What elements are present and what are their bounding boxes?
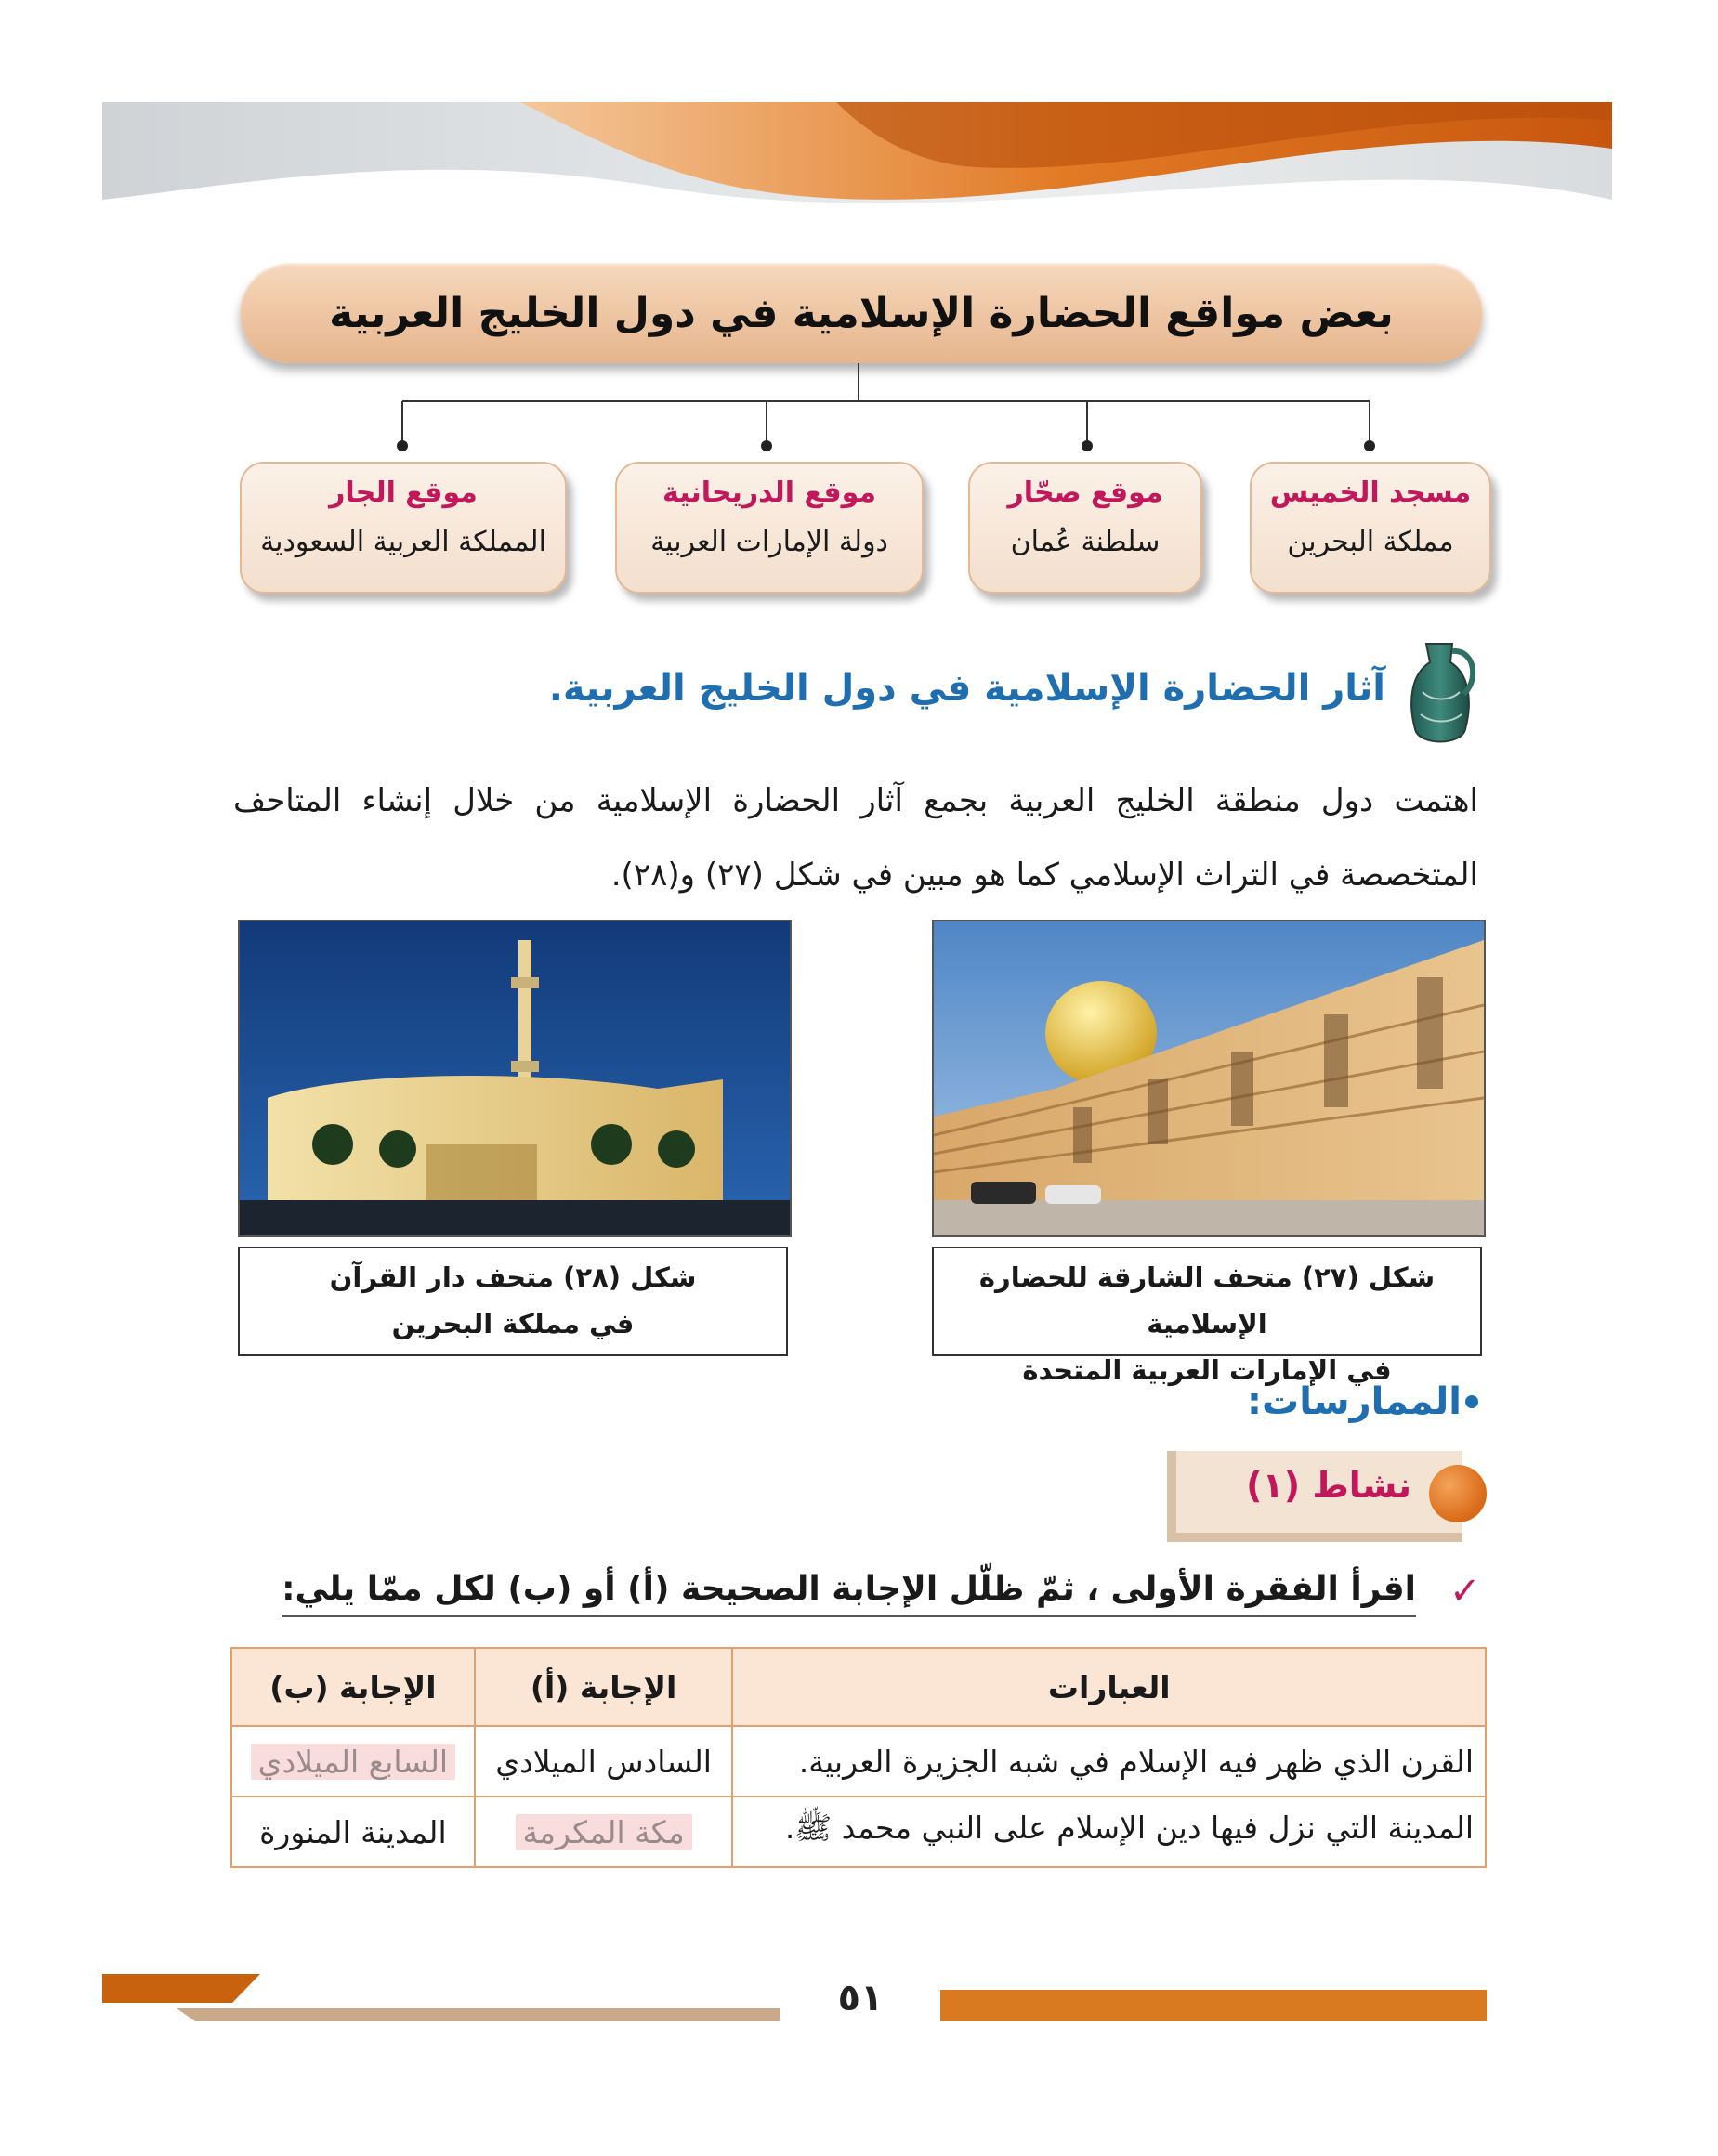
instruction-text: اقرأ الفقرة الأولى ، ثمّ ظلّل الإجابة الصحيحة (أ) أو (ب) لكل ممّا يلي: (282, 1570, 1416, 1617)
main-title: بعض مواقع الحضارة الإسلامية في دول الخليج العربية (240, 263, 1483, 363)
activity-label: نشاط (١) (1246, 1465, 1411, 1506)
site-name: موقع الدريحانية (662, 477, 876, 509)
caption-line: في مملكة البحرين (391, 1308, 635, 1339)
site-country: دولة الإمارات العربية (650, 526, 888, 558)
header-statements: العبارات (732, 1648, 1486, 1726)
statement-cell: القرن الذي ظهر فيه الإسلام في شبه الجزيرة العربية. (732, 1726, 1486, 1797)
caption-line: شكل (٢٨) متحف دار القرآن (329, 1261, 697, 1293)
header-answer-b: الإجابة (ب) (231, 1648, 475, 1726)
answer-b-option-shaded[interactable]: السابع الميلادي (251, 1744, 455, 1780)
answer-a-option[interactable]: السادس الميلادي (495, 1743, 712, 1780)
practices-heading: الممارسات: (1247, 1380, 1462, 1423)
caption-line: في الإمارات العربية المتحدة (1022, 1354, 1392, 1386)
site-name: مسجد الخميس (1269, 477, 1472, 509)
statement-cell: المدينة التي نزل فيها دين الإسلام على النبي محمد ﷺ. (732, 1797, 1486, 1867)
site-country: مملكة البحرين (1287, 526, 1454, 558)
answer-a-option-shaded[interactable]: مكة المكرمة (516, 1814, 692, 1850)
site-name: موقع صحّار (1007, 477, 1163, 509)
site-name: موقع الجار (329, 477, 478, 509)
checkmark-icon: ✓ (1449, 1570, 1481, 1613)
caption-line: شكل (٢٧) متحف الشارقة للحضارة الإسلامية (978, 1261, 1436, 1339)
section-heading: آثار الحضارة الإسلامية في دول الخليج العربية. (548, 667, 1385, 710)
site-country: سلطنة عُمان (1010, 526, 1161, 558)
page-number: ٥١ (837, 1977, 884, 2019)
intro-paragraph: اهتمت دول منطقة الخليج العربية بجمع آثار الحضارة الإسلامية من خلال إنشاء المتاحف المتخصصة في التراث الإسلامي كما هو مبين في شكل (٢٧) و(٢٨). (233, 782, 1478, 894)
answer-b-option[interactable]: المدينة المنورة (259, 1813, 447, 1850)
site-country: المملكة العربية السعودية (260, 526, 546, 558)
header-answer-a: الإجابة (أ) (475, 1648, 733, 1726)
